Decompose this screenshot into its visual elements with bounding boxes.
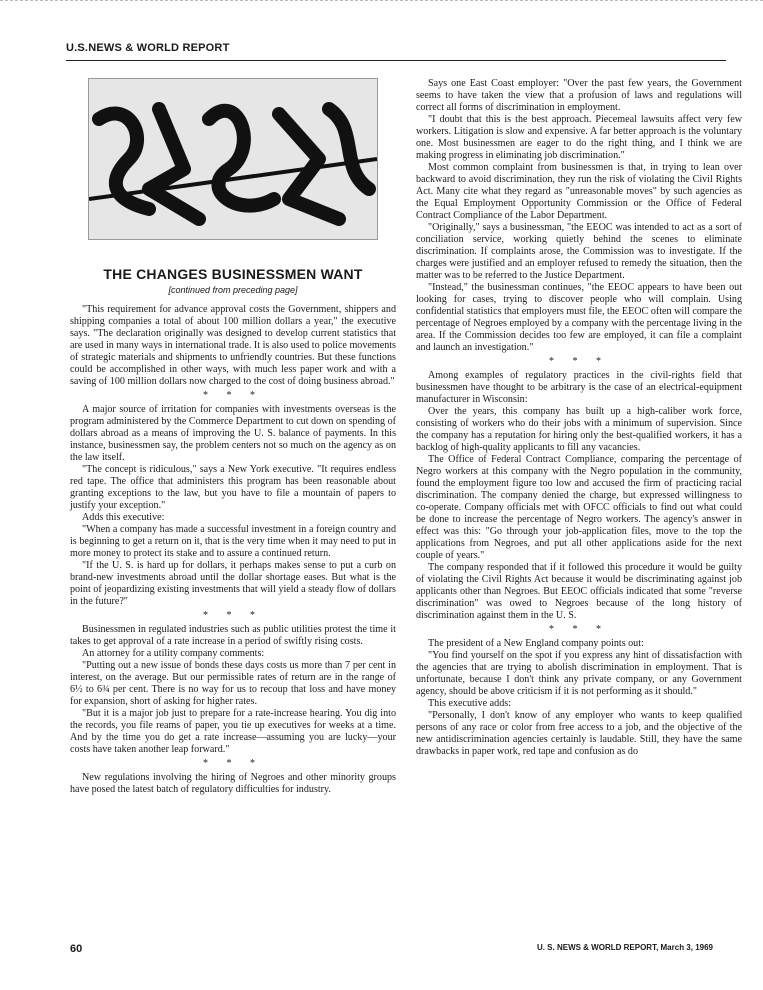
paragraph: "This requirement for advance approval costs the Government, shippers and shipping companies a total of about 100 million dollars a year," the executive says. "The declaration originally was designed to develop current statistics that are used in many ways in international trade. It is also used to police movements of strategic materials and shipments to unfriendly countries. But these functions could be accomplished in other ways, with much less paper work and with a saving of 100 million dollars now charged to the cost of doing business abroad." <box>70 304 396 387</box>
paragraph: "If the U. S. is hard up for dollars, it perhaps makes sense to put a curb on brand-new investments abroad until the dollar shortage eases. But what is the point of jeopardizing existing investments that will yield a steady flow of dollars in the future?" <box>70 560 396 607</box>
section-divider: * * * <box>203 758 263 769</box>
illustration-red-tape <box>88 78 378 240</box>
footer-publication-date: U. S. NEWS & WORLD REPORT, March 3, 1969 <box>536 943 713 952</box>
paragraph: "Personally, I don't know of any employer who wants to keep qualified persons of any race or color from free access to a job, and the objective of the new antidiscrimination agencies certainly is laudable. Still, they have the same drawbacks in paper work, red tape and confusion as do <box>416 710 742 757</box>
paragraph: Says one East Coast employer: "Over the past few years, the Government seems to have taken the view that a profusion of laws and regulations will correct all forms of discrimination in employment. <box>416 78 742 113</box>
paragraph: The company responded that if it followed this procedure it would be guilty of violating the Civil Rights Act because it would be discriminating against job applicants other than Negroes. But EEOC officials indicated that some "reverse discrimination" was owed to Negroes because of the long history of discrimination against them in the U. S. <box>416 562 742 621</box>
left-column <box>70 78 396 796</box>
paragraph: Among examples of regulatory practices in the civil-rights field that businessmen have thought to be arbitrary is the case of an electrical-equipment manufacturer in Wisconsin: <box>416 370 742 405</box>
paragraph: The president of a New England company points out: <box>428 638 644 649</box>
section-divider: * * * <box>203 390 263 401</box>
paragraph: "Putting out a new issue of bonds these days costs us more than 7 per cent in interest, on the average. But our permissible rates of return are in the range of 6½ to 6¾ per cent. There is no way for us to recoup that loss and have money for expansion, short of asking for higher rates. <box>70 660 396 707</box>
page-top-edge <box>0 0 763 7</box>
section-divider: * * * <box>549 624 609 635</box>
paragraph: "You find yourself on the spot if you express any hint of dissatisfaction with the agencies that are trying to abolish discrimination in employment. That is unfortunate, because I don't think any private company, or any Government agency, should be above criticism if it is not performing as it should." <box>416 650 742 697</box>
article-subtitle: [continued from preceding page] <box>168 285 298 295</box>
paragraph: A major source of irritation for companies with investments overseas is the program administered by the Commerce Department to cut down on spending of dollars abroad as a means of improving the U. S. balance of payments. In this instance, businessmen say, the problem centers not so much on the agency as on the law itself. <box>70 404 397 463</box>
paragraph: The Office of Federal Contract Compliance, comparing the percentage of Negro workers at this company with the Negro population in the community, found the employment figure too low and accused the firm of practicing racial discrimination. The company denied the charge, but expressed willingness to co-operate. Company officials met with OFCC officials to find out what could be done to increase the percentage of Negro workers. The agency's answer in effect was this: "Go through your job-application files, move to the top the applications from Negroes, and put all other applications aside for the next couple of years." <box>416 454 742 561</box>
header-rule <box>66 60 726 61</box>
masthead: U.S.NEWS & WORLD REPORT <box>66 42 230 54</box>
paragraph: "Originally," says a businessman, "the EEOC was intended to act as a sort of conciliation service, working quietly behind the scenes to eliminate discrimination. If complaints arose, the Commission was to investigate. If the charges were justified and an employer refused to remedy the situation, then the matter was to be referred to the Justice Department. <box>416 222 742 281</box>
right-column-body <box>416 78 742 758</box>
article-title: THE CHANGES BUSINESSMEN WANT <box>103 266 363 282</box>
paragraph: This executive adds: <box>428 698 511 709</box>
right-column <box>416 78 742 758</box>
paragraph: "I doubt that this is the best approach. Piecemeal lawsuits affect very few workers. Litigation is slow and expensive. A far better approach is the voluntary one. Most businessmen are eager to do the right thing, and I think we are making progress in eliminating job discrimination." <box>416 114 742 161</box>
paragraph: Adds this executive: <box>82 512 165 523</box>
section-divider: * * * <box>203 610 263 621</box>
section-divider: * * * <box>549 356 609 367</box>
paragraph: "When a company has made a successful investment in a foreign country and is beginning to get a return on it, that is the very time when it may need to put in more money to protect its stake and to assure a continued return. <box>70 524 396 559</box>
paragraph: An attorney for a utility company comments: <box>82 648 265 659</box>
left-column-body <box>70 304 396 796</box>
paragraph: Over the years, this company has built up a high-caliber work force, consisting of workers who do their jobs with a minimum of supervision. Since the company has a reputation for hiring only the best-qualified workers, it has a backlog of high-quality applicants to fill any vacancies. <box>416 406 742 453</box>
paragraph: Most common complaint from businessmen is that, in trying to lean over backward to avoid discrimination, they run the risk of violating the Civil Rights Act. Many cite what they regard as "unreasonable moves" by such agencies as the Equal Employment Opportunity Commission or the Office of Federal Contract Compliance of the Labor Department. <box>416 162 742 221</box>
paragraph: New regulations involving the hiring of Negroes and other minority groups have posed the latest batch of regulatory difficulties for industry. <box>70 772 396 795</box>
paragraph: Businessmen in regulated industries such as public utilities protest the time it takes to get approval of a rate increase in a period of swiftly rising costs. <box>70 624 396 647</box>
paragraph: "The concept is ridiculous," says a New York executive. "It requires endless red tape. The office that administers this program has been reasonable about granting exceptions to the law, but you have to file a mountain of papers to justify your exception." <box>70 464 396 511</box>
paragraph: "But it is a major job just to prepare for a rate-increase hearing. You dig into the records, you file reams of paper, you tie up executives for weeks at a time. And by the time you do get a rate increase—assuming you are lucky—your costs have taken another leap forward." <box>70 708 396 755</box>
page-number: 60 <box>70 943 83 955</box>
paragraph: "Instead," the businessman continues, "the EEOC appears to have been out looking for cases, trying to discover people who will complain. Using confidential statistics that employers must file, the EEOC often will compare the percentage of Negroes employed by a company with the percentage living in the area. If the Commission decides too few are employed, it can file a complaint and launch an investigation." <box>416 282 742 353</box>
